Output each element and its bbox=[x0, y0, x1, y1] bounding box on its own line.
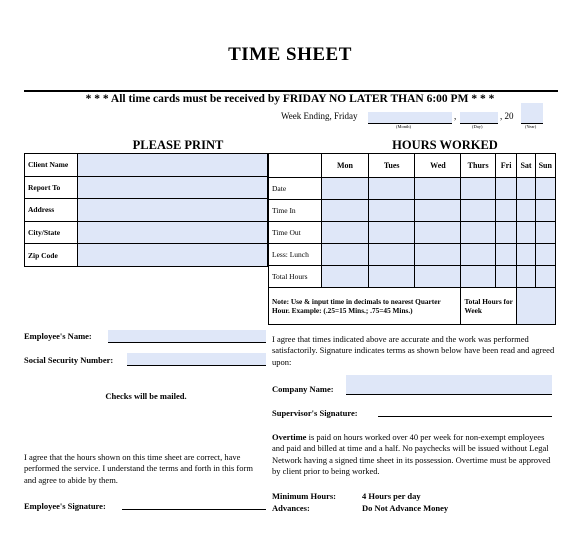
time-out-cell[interactable] bbox=[495, 222, 517, 244]
time-in-cell[interactable] bbox=[368, 200, 414, 222]
total-hours-cell[interactable] bbox=[517, 266, 535, 288]
total-week-label: Total Hours for Week bbox=[461, 288, 517, 325]
decimal-note: Note: Use & input time in decimals to nearest Quarter Hour. Example: (.25=15 Mins.; .75=45 Mins.) bbox=[269, 288, 461, 325]
lunch-cell[interactable] bbox=[415, 244, 461, 266]
date-cell[interactable] bbox=[322, 178, 369, 200]
client-info-table bbox=[24, 153, 268, 267]
employee-name-field[interactable] bbox=[108, 330, 266, 343]
day-header-thurs: Thurs bbox=[461, 154, 495, 178]
time-in-cell[interactable] bbox=[322, 200, 369, 222]
address-field[interactable] bbox=[78, 199, 268, 222]
time-in-row-label: Time In bbox=[269, 200, 322, 222]
month-caption: (Month) bbox=[396, 124, 411, 129]
date-cell[interactable] bbox=[535, 178, 555, 200]
supervisor-agreement: I agree that times indicated above are accurate and the work was performed satisfactorily. Signature indicates terms as shown below have been read and agreed upon: bbox=[272, 334, 555, 367]
week-comma: , bbox=[454, 111, 457, 121]
total-hours-row-label: Total Hours bbox=[269, 266, 322, 288]
hours-worked-header: HOURS WORKED bbox=[392, 138, 498, 152]
supervisor-signature-line[interactable] bbox=[378, 404, 552, 417]
time-out-cell[interactable] bbox=[415, 222, 461, 244]
overtime-text: is paid on hours worked over 40 per week for non-exempt employees and paid and billed at time and a half. No paychecks will be issued without Legal Network having a signed time sheet in its possession. Overtime must be approved by client prior to being worked. bbox=[272, 432, 551, 476]
client-name-label: Client Name bbox=[25, 154, 78, 177]
company-name-field[interactable] bbox=[346, 375, 552, 395]
total-hours-cell[interactable] bbox=[322, 266, 369, 288]
ssn-field[interactable] bbox=[127, 353, 266, 366]
total-hours-cell[interactable] bbox=[461, 266, 495, 288]
divider bbox=[24, 90, 558, 92]
employee-name-label: Employee's Name: bbox=[24, 331, 92, 341]
date-cell[interactable] bbox=[415, 178, 461, 200]
week-month-field[interactable] bbox=[368, 112, 452, 124]
week-year-field[interactable] bbox=[521, 103, 543, 124]
overtime-policy bbox=[272, 432, 558, 477]
address-label: Address bbox=[25, 199, 78, 222]
date-cell[interactable] bbox=[368, 178, 414, 200]
time-out-cell[interactable] bbox=[517, 222, 535, 244]
supervisor-signature-label: Supervisor's Signature: bbox=[272, 408, 358, 418]
employee-signature-label: Employee's Signature: bbox=[24, 501, 106, 511]
minimum-hours-value: 4 Hours per day bbox=[362, 491, 421, 501]
client-name-field[interactable] bbox=[78, 154, 268, 177]
time-out-cell[interactable] bbox=[322, 222, 369, 244]
total-hours-cell[interactable] bbox=[368, 266, 414, 288]
lunch-cell[interactable] bbox=[368, 244, 414, 266]
minimum-hours-label: Minimum Hours: bbox=[272, 491, 336, 501]
total-hours-cell[interactable] bbox=[415, 266, 461, 288]
time-in-cell[interactable] bbox=[461, 200, 495, 222]
company-name-label: Company Name: bbox=[272, 384, 334, 394]
day-caption: (Day) bbox=[472, 124, 483, 129]
day-header-tues: Tues bbox=[368, 154, 414, 178]
date-cell[interactable] bbox=[461, 178, 495, 200]
page-title: TIME SHEET bbox=[228, 44, 352, 65]
day-header-wed: Wed bbox=[415, 154, 461, 178]
time-in-cell[interactable] bbox=[495, 200, 517, 222]
time-out-row-label: Time Out bbox=[269, 222, 322, 244]
hours-corner bbox=[269, 154, 322, 178]
ssn-label: Social Security Number: bbox=[24, 355, 114, 365]
day-header-mon: Mon bbox=[322, 154, 369, 178]
time-in-cell[interactable] bbox=[415, 200, 461, 222]
advances-value: Do Not Advance Money bbox=[362, 503, 449, 513]
hours-table bbox=[268, 153, 556, 325]
week-year-prefix: , 20 bbox=[500, 111, 514, 121]
year-caption: (Year) bbox=[525, 124, 537, 129]
total-week-field[interactable] bbox=[517, 288, 556, 325]
city-state-label: City/State bbox=[25, 221, 78, 244]
deadline-notice: * * * All time cards must be received by FRIDAY NO LATER THAN 6:00 PM * * * bbox=[85, 93, 495, 105]
week-ending-label: Week Ending, Friday bbox=[281, 111, 358, 121]
employee-signature-line[interactable] bbox=[122, 497, 266, 510]
lunch-cell[interactable] bbox=[535, 244, 555, 266]
day-header-sat: Sat bbox=[517, 154, 535, 178]
day-header-fri: Fri bbox=[495, 154, 517, 178]
overtime-term: Overtime bbox=[272, 432, 307, 442]
time-out-cell[interactable] bbox=[535, 222, 555, 244]
date-cell[interactable] bbox=[517, 178, 535, 200]
time-in-cell[interactable] bbox=[535, 200, 555, 222]
lunch-cell[interactable] bbox=[517, 244, 535, 266]
week-day-field[interactable] bbox=[460, 112, 498, 124]
lunch-cell[interactable] bbox=[495, 244, 517, 266]
report-to-field[interactable] bbox=[78, 176, 268, 199]
time-out-cell[interactable] bbox=[368, 222, 414, 244]
date-row-label: Date bbox=[269, 178, 322, 200]
report-to-label: Report To bbox=[25, 176, 78, 199]
lunch-row-label: Less: Lunch bbox=[269, 244, 322, 266]
date-cell[interactable] bbox=[495, 178, 517, 200]
time-out-cell[interactable] bbox=[461, 222, 495, 244]
lunch-cell[interactable] bbox=[461, 244, 495, 266]
total-hours-cell[interactable] bbox=[535, 266, 555, 288]
total-hours-cell[interactable] bbox=[495, 266, 517, 288]
lunch-cell[interactable] bbox=[322, 244, 369, 266]
checks-note: Checks will be mailed. bbox=[105, 391, 187, 401]
employee-agreement: I agree that the hours shown on this time sheet are correct, have performed the service. I understand the terms and forth in this form and agree to abide by them. bbox=[24, 452, 253, 485]
city-state-field[interactable] bbox=[78, 221, 268, 244]
please-print-header: PLEASE PRINT bbox=[132, 138, 224, 152]
day-header-sun: Sun bbox=[535, 154, 555, 178]
zip-code-field[interactable] bbox=[78, 244, 268, 267]
time-in-cell[interactable] bbox=[517, 200, 535, 222]
zip-code-label: Zip Code bbox=[25, 244, 78, 267]
advances-label: Advances: bbox=[272, 503, 310, 513]
